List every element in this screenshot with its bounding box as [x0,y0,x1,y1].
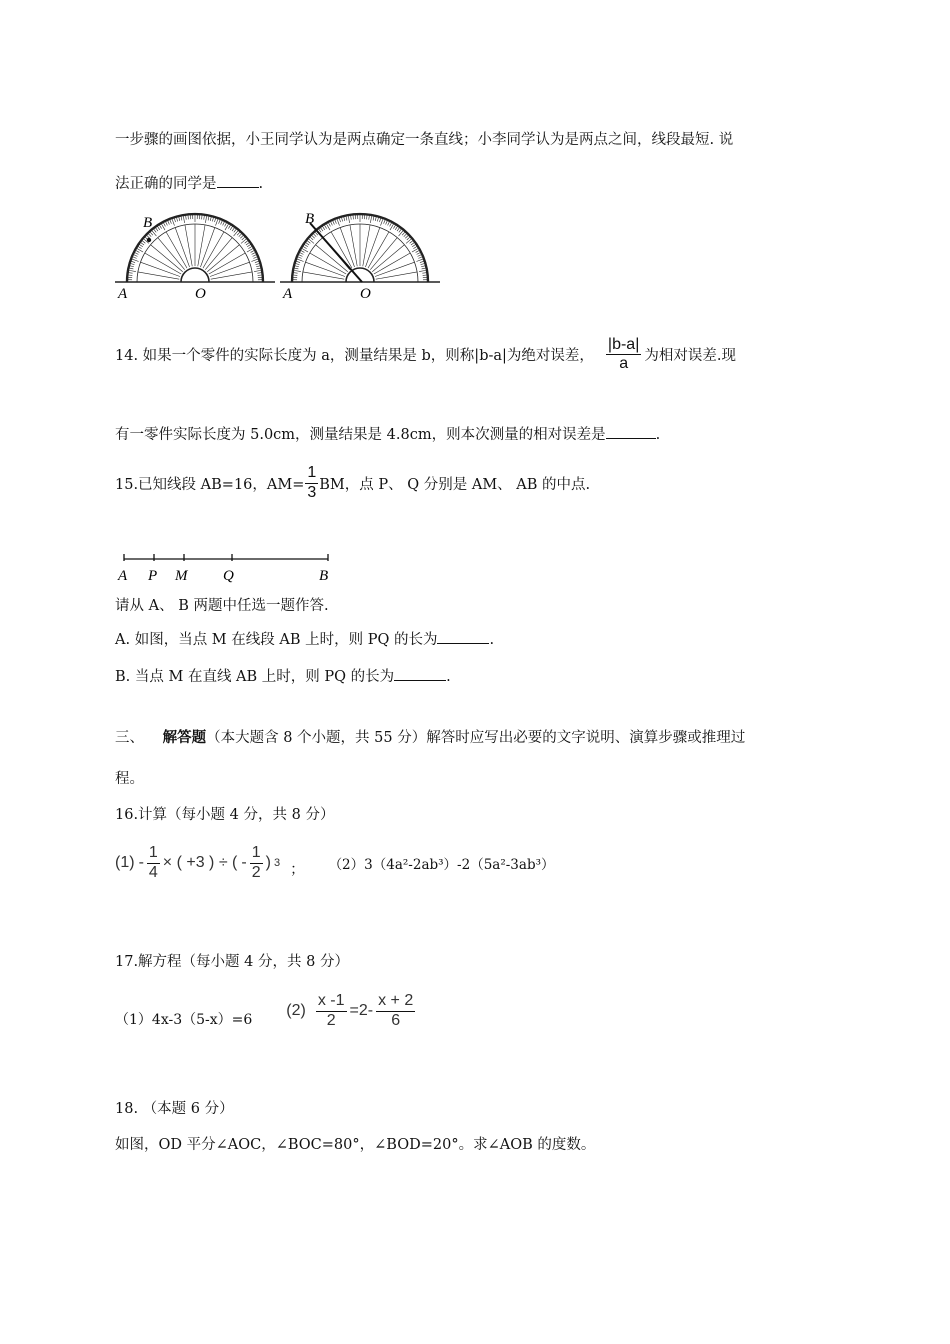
protractor-tick [174,218,175,222]
protractor-tick [395,226,397,229]
fraction-denominator: 2 [326,1011,336,1029]
protractor-tick [348,216,349,223]
protractor-tick [253,257,257,258]
protractor-tick [228,225,230,228]
segment-ab-figure [115,548,345,588]
protractor-tick [339,218,340,222]
protractor-ray [376,272,417,279]
protractor-tick [254,270,261,271]
fraction-denominator: 2 [251,863,261,881]
q13-line2-text: 法正确的同学是 [115,176,217,192]
protractor-tick [130,266,134,267]
protractor-tick [251,251,255,253]
q15-part-b [115,665,451,686]
protractor-tick [248,246,251,248]
protractor-tick [303,246,306,248]
label-o-right: O [360,286,371,300]
protractor-tick [245,241,248,243]
protractor-tick [298,257,302,258]
protractor-tick [210,217,211,221]
q14-line2-text: 有一零件实际长度为 5.0cm，测量结果是 4.8cm，则本次测量的相对误差是 [115,427,606,443]
protractor-tick [416,251,420,253]
protractor-tick [131,264,135,265]
protractor-tick [225,223,227,227]
protractor-tick [294,273,298,274]
q16-separator: ； [290,861,305,878]
fraction-numerator: x -1 [316,992,347,1011]
ray-ob-left [147,239,195,282]
protractor-tick [132,259,139,261]
protractor-tick [375,217,376,221]
protractor-tick [412,245,415,247]
q15-text1: 15.已知线段 AB=16，AM= [115,476,305,493]
protractor-tick [129,268,133,269]
protractor-tick [148,234,151,237]
protractor-tick [257,273,261,274]
fraction-denominator: a [619,355,629,372]
protractor-tick [181,216,182,220]
protractor-ray [310,253,346,274]
q17-p2-mid: =2- [349,1002,374,1019]
q13-line2 [115,172,263,193]
q16-header: 16.计算（每小题 4 分，共 8 分） [115,807,335,823]
protractor-ray [209,253,245,274]
protractor-tick [413,246,416,248]
protractor-tick [204,216,205,220]
protractor-tick [135,253,139,255]
protractor-tick [142,241,145,243]
relative-error-fraction [606,336,641,374]
q15-a-text: A. 如图，当点 M 在线段 AB 上时，则 PQ 的长为 [115,632,438,648]
protractor-tick [384,220,385,224]
protractor-tick [299,255,303,257]
q16-p1-label: (1) [115,854,135,871]
protractor-right [280,214,440,282]
protractor-tick [295,266,299,267]
protractor-ray [363,225,370,266]
section3-rest: （本大题含 8 个小题，共 55 分）解答时应写出必要的文字说明、演算步骤或推理过 [206,730,746,746]
protractor-tick [221,221,223,225]
protractor-tick [333,221,335,225]
label-b-left: B [143,215,153,231]
protractor-tick [397,228,399,231]
q16-fraction-half [250,844,263,882]
protractor-tick [296,261,300,262]
protractor-tick [164,223,166,227]
protractor-tick [390,223,392,227]
q15-b-period: . [446,669,451,685]
protractor-tick [129,270,136,271]
section3-title: 解答题 [162,729,207,746]
q16-problem-1 [115,844,280,882]
protractor-tick [141,243,144,245]
protractor-tick [131,261,135,262]
q14-text2: 为相对误差.现 [644,348,736,364]
q17-problems [115,986,418,1036]
protractor-ray [350,225,357,266]
protractor-tick [417,253,421,255]
protractor-tick [310,237,313,240]
q17-problem-1: （1）4x-3（5-x）=6 [115,1012,253,1028]
fraction-denominator: 4 [148,863,158,881]
section3-prefix: 三、 [115,730,144,746]
q16-problem-2: （2）3（4a²-2ab³）-2（5a²-3ab³） [328,857,555,873]
protractor-tick [223,222,225,226]
fraction-numerator: 1 [250,844,263,863]
protractor-tick [418,257,422,258]
protractor-tick [296,264,300,265]
protractor-tick [416,259,423,261]
protractor-tick [324,225,326,228]
q13-line1: 一步骤的画图依据，小王同学认为是两点确定一条直线；小李同学认为是两点之间，线段最短. 说 [115,132,734,148]
protractor-tick [294,270,301,271]
protractor-tick [373,216,374,220]
protractor-tick [172,219,174,226]
protractor-tick [321,228,323,231]
label-p: P [148,568,158,584]
protractor-ray [145,253,181,274]
section3-heading [115,726,745,747]
protractor-ray [374,253,410,274]
protractor-tick [411,243,414,245]
protractor-tick [234,229,236,232]
protractor-tick [186,216,187,220]
fraction-numerator: |b-a| [606,336,641,355]
protractor-tick [346,216,347,220]
protractor-ray [203,232,224,268]
protractor-tick [205,216,206,223]
protractor-tick [214,218,215,222]
protractor-tick [242,237,245,240]
protractor-tick [216,219,218,226]
protractor-tick [256,266,260,267]
label-o-left: O [195,286,206,300]
protractor-left [115,214,275,282]
label-m: M [175,568,188,584]
q15-line1 [115,458,590,508]
protractor-tick [421,266,425,267]
protractor-tick [344,217,345,221]
protractor-tick [129,273,133,274]
protractor-tick [399,229,401,232]
protractor-tick [230,226,232,229]
protractor-tick [421,264,425,265]
q18-text: 如图，OD 平分∠AOC，∠BOC=80°，∠BOD=20°。求∠AOB 的度数。 [115,1137,596,1153]
q16-p1-minus2: - [241,854,247,871]
protractor-tick [255,261,259,262]
protractor-tick [179,217,180,221]
answer-blank[interactable] [217,173,259,188]
protractor-tick [257,268,261,269]
q14-text1: 14. 如果一个零件的实际长度为 a，测量结果是 b，则称|b-a|为绝对误差， [115,348,594,364]
protractor-tick [410,241,413,243]
q17-fraction-2 [376,992,415,1030]
protractor-tick [405,235,408,238]
point-b-dot-left [147,238,151,242]
protractor-tick [297,259,304,261]
protractor-ray [166,232,187,268]
fraction-numerator: 1 [147,844,160,863]
protractor-tick [329,223,331,227]
protractor-tick [407,237,410,240]
q17-fraction-1 [316,992,347,1030]
q14-line2 [115,423,660,444]
label-a-left: A [118,286,128,300]
protractor-tick [419,270,426,271]
protractor-tick [404,234,407,237]
protractor-tick [240,235,243,238]
q15-choose: 请从 A、 B 两题中任选一题作答. [115,598,329,614]
fraction-denominator: 6 [391,1011,401,1029]
protractor-tick [168,221,170,225]
protractor-tick [388,222,390,226]
protractor-tick [402,232,405,235]
q16-p1-mid: × ( +3 ) ÷ ( [162,854,238,871]
fraction-numerator: x + 2 [376,992,415,1011]
label-b-right: B [305,211,315,227]
label-q: Q [223,568,234,584]
q15-part-a [115,628,494,649]
protractor-tick [134,255,138,257]
protractor-tick [304,245,307,247]
protractor-tick [300,253,304,255]
protractor-tick [170,220,171,224]
q18-header: 18. （本题 6 分） [115,1101,234,1117]
answer-blank[interactable] [606,424,656,439]
protractor-tick [237,232,240,235]
protractor-ray [198,225,205,266]
protractor-tick [159,225,161,228]
protractor-tick [183,216,184,223]
q16-p1-close: ) [265,854,271,871]
q14-line1 [115,332,736,377]
protractor-tick [154,229,156,232]
q14-period: . [655,427,661,443]
protractor-tick [381,219,383,226]
q17-problem-2 [286,992,418,1030]
protractor-tick [158,226,160,229]
q17-header: 17.解方程（每小题 4 分，共 8 分） [115,954,349,970]
q15-a-period: . [489,632,495,648]
q16-fraction-quarter [147,844,160,882]
protractor-tick [331,222,333,226]
label-a-right: A [283,286,293,300]
label-b: B [319,568,329,584]
q15-b-text: B. 当点 M 在直线 AB 上时，则 PQ 的长为 [115,669,395,685]
section3-line2: 程。 [115,771,144,787]
protractor-tick [212,218,213,222]
protractor-ray [185,225,192,266]
protractor-figure-left [115,205,275,300]
protractor-tick [294,268,298,269]
protractor-tick [301,251,305,253]
protractor-tick [335,220,336,224]
protractor-tick [136,251,140,253]
protractor-tick [166,222,168,226]
protractor-tick [307,241,310,243]
protractor-tick [177,218,178,222]
q16-p1-minus: - [138,854,144,871]
protractor-tick [386,221,388,225]
protractor-tick [246,243,249,245]
protractor-tick [208,216,209,220]
protractor-tick [138,246,141,248]
label-a: A [118,568,128,584]
protractor-figure-right [280,205,440,300]
protractor-tick [342,218,343,222]
protractor-tick [232,228,234,231]
answer-blank[interactable] [437,629,489,644]
protractor-tick [379,218,380,222]
protractor-tick [422,273,426,274]
protractor-tick [369,216,370,220]
fraction-numerator: 1 [305,464,318,483]
protractor-tick [133,257,137,258]
protractor-ray [368,232,389,268]
protractor-tick [418,255,422,257]
protractor-tick [253,255,257,257]
protractor-tick [323,226,325,229]
protractor-tick [251,259,258,261]
protractor-tick [313,234,316,237]
q16-p1-exponent: 3 [273,857,281,869]
protractor-ray [211,272,252,279]
fraction-denominator: 3 [307,483,317,501]
protractor-tick [351,216,352,220]
answer-blank[interactable] [394,666,446,681]
protractor-tick [219,220,220,224]
q13-period: . [258,176,264,192]
protractor-tick [247,245,250,247]
protractor-tick [370,216,371,223]
one-third-fraction [305,464,318,502]
q16-problems [115,838,555,888]
q15-text2: BM，点 P、 Q 分别是 AM、 AB 的中点. [319,476,591,493]
protractor-tick [252,253,256,255]
protractor-tick [393,225,395,228]
protractor-ray [138,272,179,279]
protractor-tick [337,219,339,226]
protractor-tick [377,218,378,222]
q17-p2-label: (2) [286,1002,306,1019]
protractor-tick [420,261,424,262]
protractor-tick [239,234,242,237]
protractor-tick [139,245,142,247]
protractor-tick [156,228,158,231]
protractor-tick [256,264,260,265]
protractor-tick [306,243,309,245]
protractor-ray [303,272,344,279]
protractor-tick [150,232,153,235]
protractor-tick [312,235,315,238]
protractor-tick [422,268,426,269]
